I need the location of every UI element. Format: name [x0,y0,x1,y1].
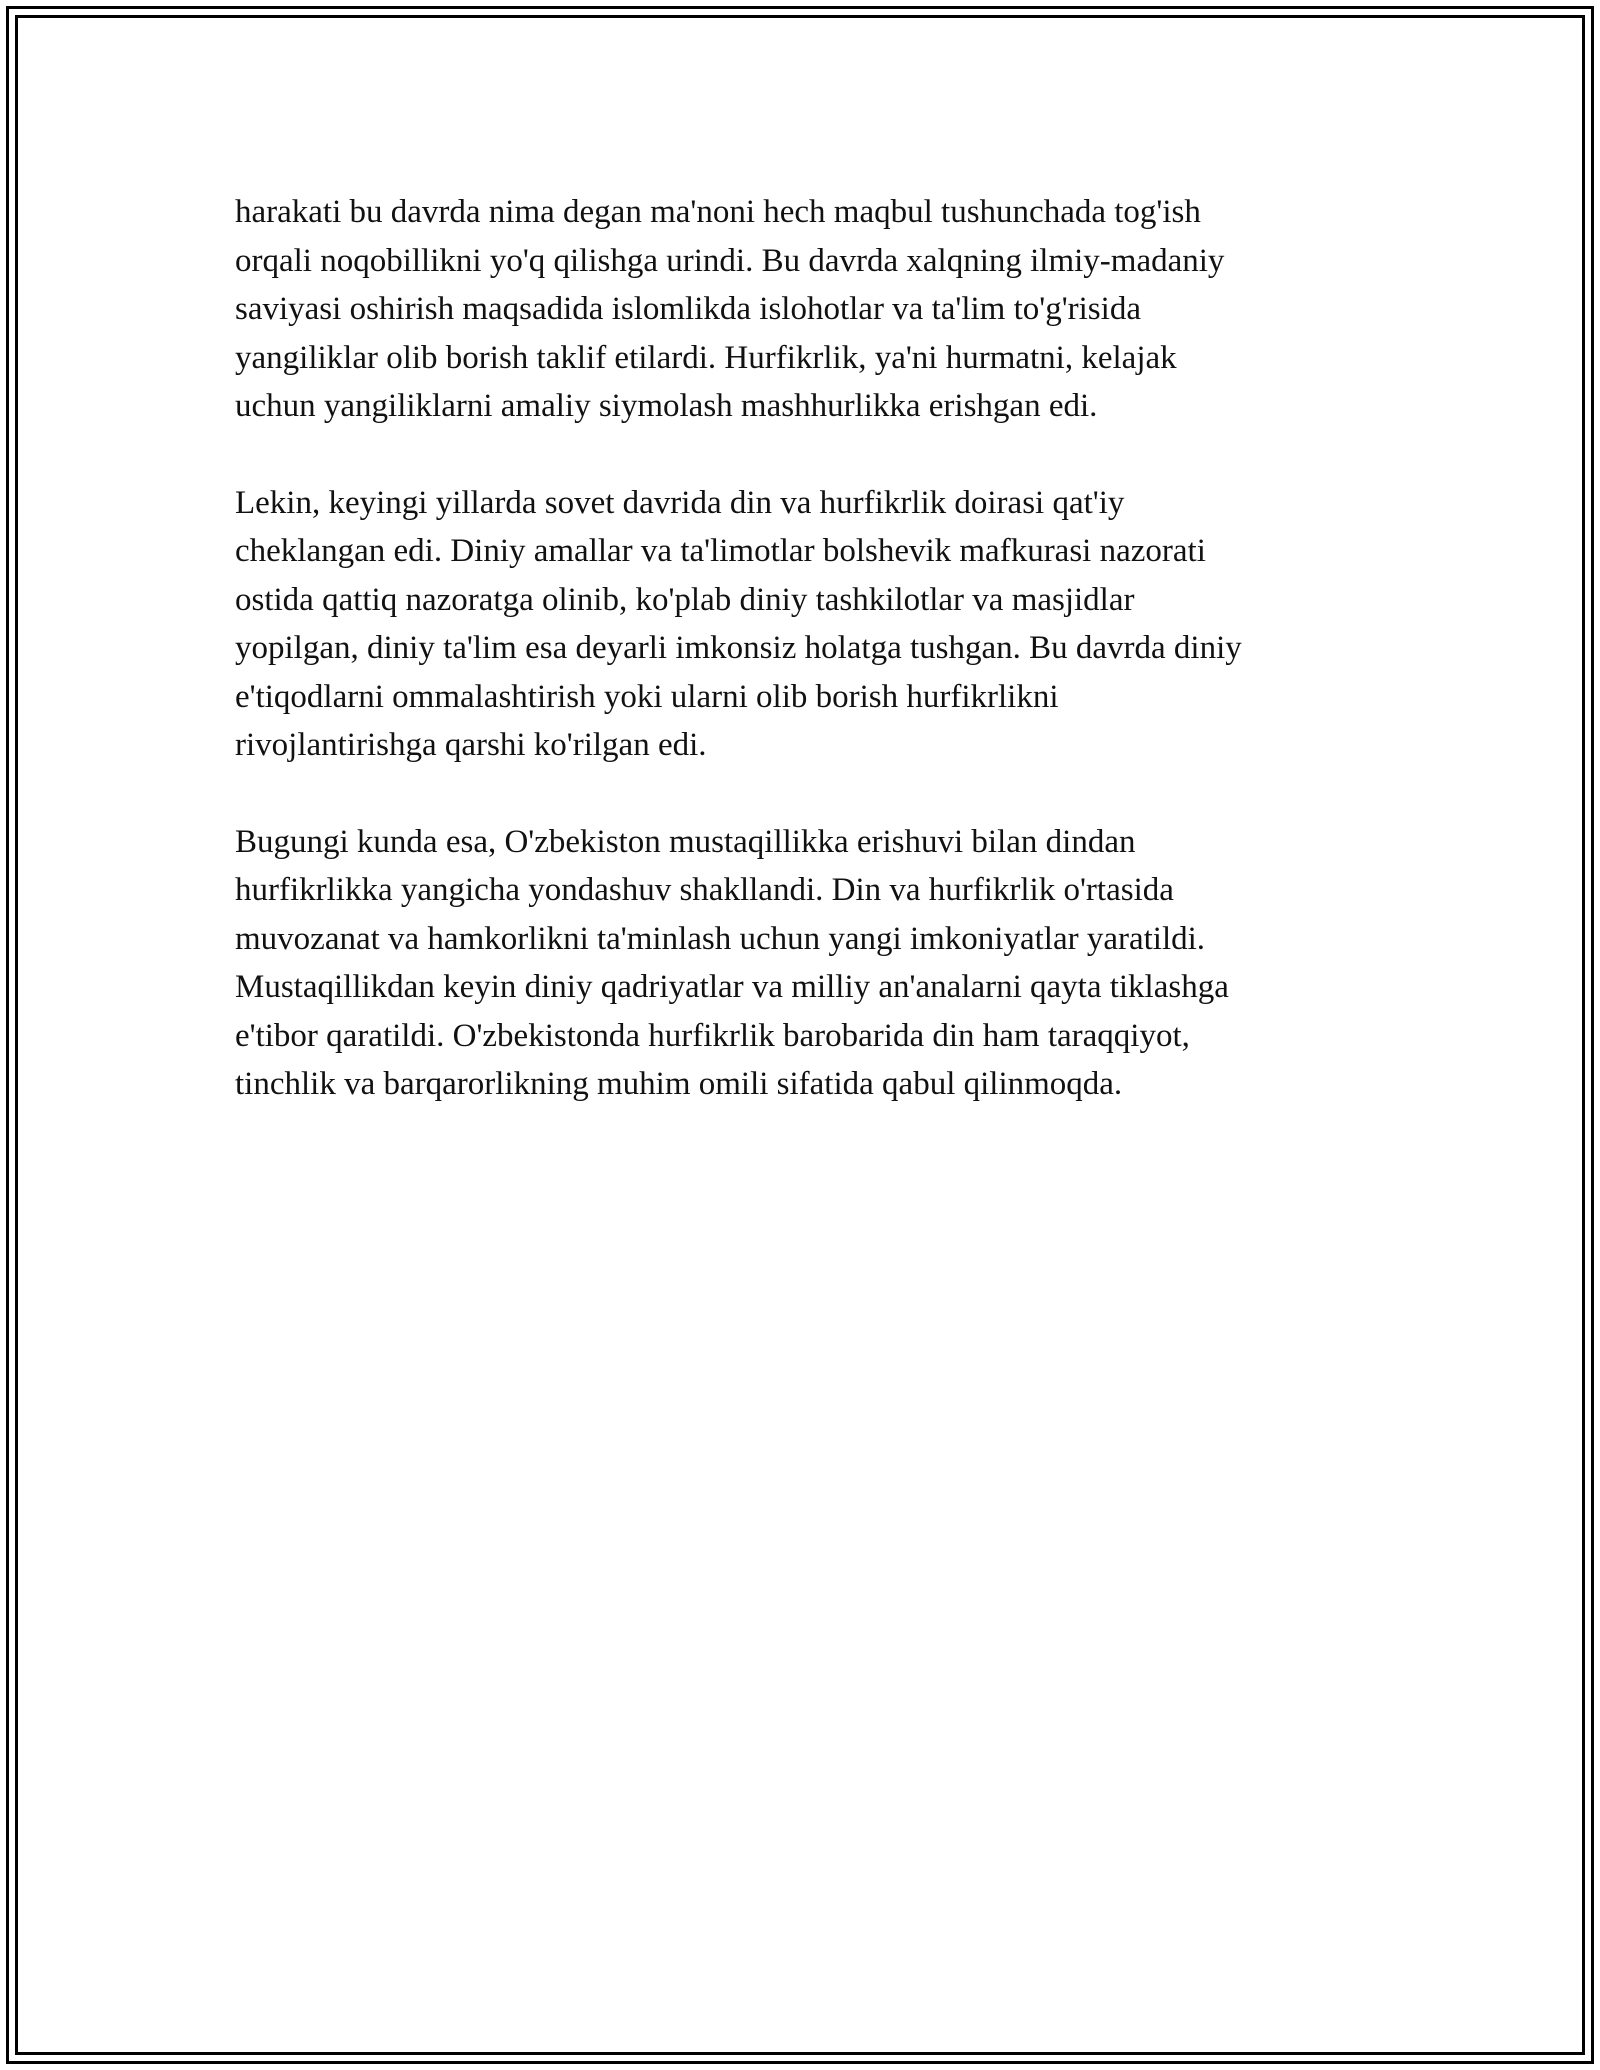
paragraph-line: muvozanat va hamkorlikni ta'minlash uchun yangi imkoniyatlar yaratildi. [235,920,1206,957]
paragraph-line: rivojlantirishga qarshi ko'rilgan edi. [235,727,707,763]
paragraph-line: yopilgan, diniy ta'lim esa deyarli imkonsiz holatga tushgan. Bu davrda diniy [235,630,1242,666]
paragraph-line: e'tiqodlarni ommalashtirish yoki ularni olib borish hurfikrlikni [235,678,1059,715]
paragraph-2 [235,479,1375,770]
paragraph-line: harakati bu davrda nima degan ma'noni hech maqbul tushunchada tog'ish [235,194,1201,230]
paragraph-line: cheklangan edi. Diniy amallar va ta'limotlar bolshevik mafkurasi nazorati [235,533,1206,569]
paragraph-line: Bugungi kunda esa, O'zbekiston mustaqillikka erishuvi bilan dindan [235,823,1136,860]
paragraph-line: Lekin, keyingi yillarda sovet davrida din va hurfikrlik doirasi qat'iy [235,484,1125,521]
document-body [235,188,1375,1157]
paragraph-line: orqali noqobillikni yo'q qilishga urindi. Bu davrda xalqning ilmiy-madaniy [235,242,1225,279]
paragraph-line: ostida qattiq nazoratga olinib, ko'plab diniy tashkilotlar va masjidlar [235,581,1135,618]
paragraph-line: e'tibor qaratildi. O'zbekistonda hurfikrlik barobarida din ham taraqqiyot, [235,1017,1190,1054]
paragraph-line: tinchlik va barqarorlikning muhim omili sifatida qabul qilinmoqda. [235,1066,1123,1102]
paragraph-3 [235,818,1375,1109]
paragraph-line: yangiliklar olib borish taklif etilardi. Hurfikrlik, ya'ni hurmatni, kelajak [235,339,1177,376]
paragraph-line: uchun yangiliklarni amaliy siymolash mashhurlikka erishgan edi. [235,388,1098,424]
paragraph-1 [235,188,1375,431]
paragraph-line: saviyasi oshirish maqsadida islomlikda islohotlar va ta'lim to'g'risida [235,291,1141,327]
paragraph-line: Mustaqillikdan keyin diniy qadriyatlar va milliy an'analarni qayta tiklashga [235,969,1229,1005]
paragraph-line: hurfikrlikka yangicha yondashuv shakllandi. Din va hurfikrlik o'rtasida [235,872,1174,908]
